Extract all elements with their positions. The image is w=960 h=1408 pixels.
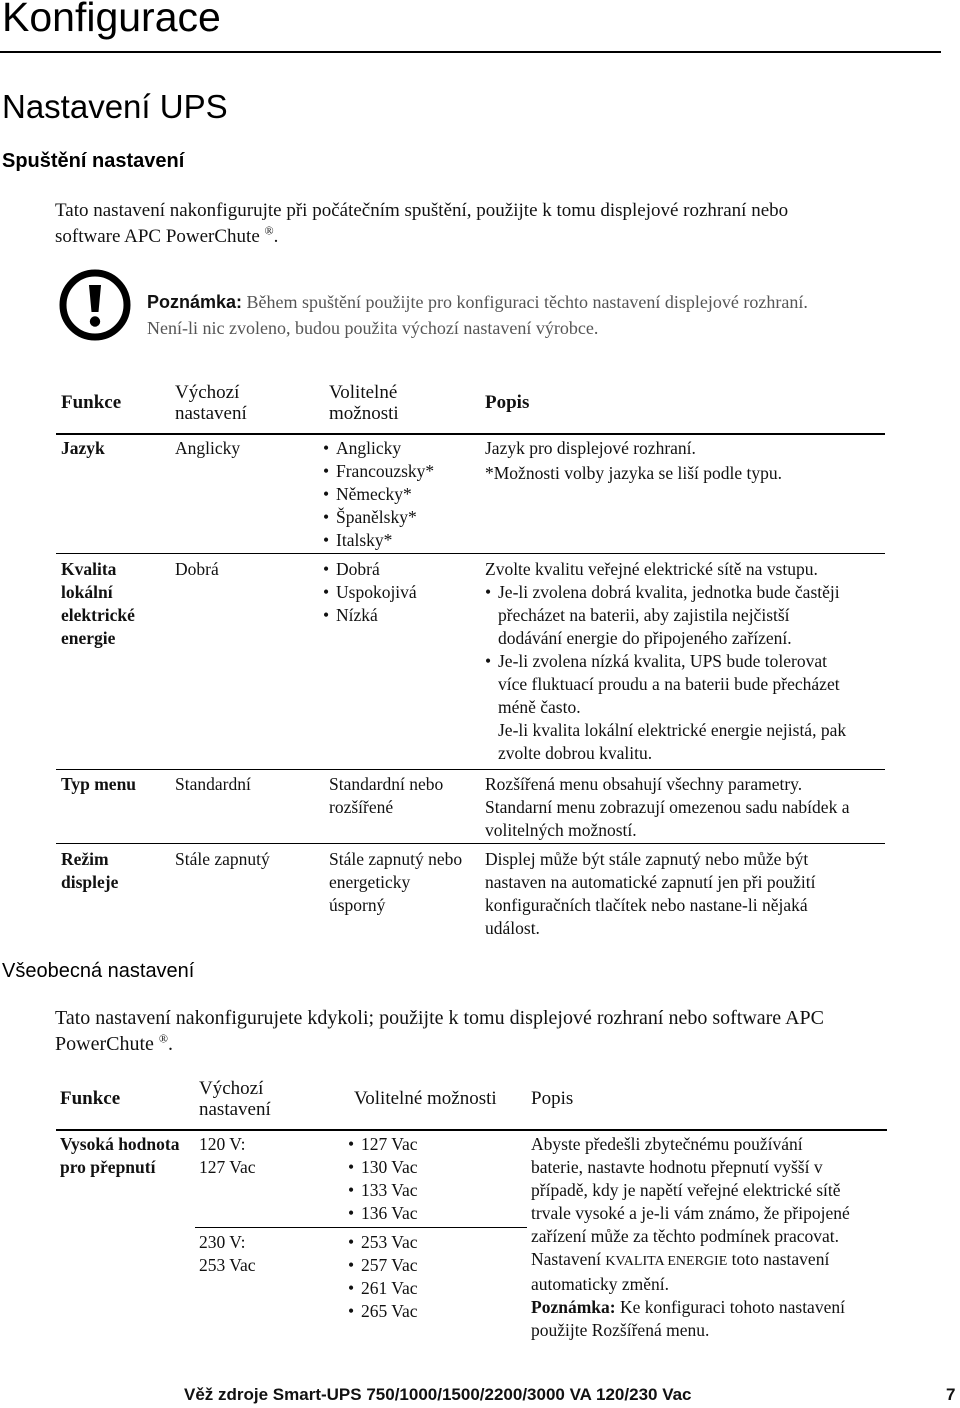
- table2-header-vychozi-line2: nastavení: [199, 1099, 271, 1120]
- chapter-title: Konfigurace: [2, 0, 221, 40]
- table1-row-display-popis: [485, 848, 895, 940]
- general-intro-line2: [55, 1031, 935, 1057]
- display-popis-line1: Displej může být stále zapnutý nebo může být: [485, 849, 809, 869]
- table2-popis-line1: Abyste předešli zbytečnému používání: [531, 1134, 803, 1154]
- table1-row-menu-funkce: Typ menu: [61, 774, 137, 794]
- table1-row-jazyk-popis: [485, 437, 885, 485]
- list-item: • Anglicky: [323, 437, 434, 460]
- startup-intro-line2-text: software APC PowerChute: [55, 226, 260, 247]
- table2-popis-line6a: Nastavení: [531, 1249, 606, 1269]
- table2-note-line2: použijte Rozšířená menu.: [531, 1320, 710, 1340]
- table2-header-vychozi: [199, 1078, 271, 1120]
- table1-row-kvalita-funkce: [61, 558, 135, 650]
- general-intro: [55, 1005, 935, 1057]
- table1-header-rule: [56, 433, 885, 435]
- table2-popis-line2: baterie, nastavte hodnotu přepnutí vyšší v: [531, 1157, 823, 1177]
- menu-popis-line3: volitelných možností.: [485, 820, 637, 840]
- registered-mark: ®: [158, 1031, 169, 1046]
- table1-row-display-default: Stále zapnutý: [175, 849, 270, 869]
- menu-options-line2: rozšířené: [329, 797, 394, 817]
- table1-row-display-funkce: [61, 848, 118, 894]
- table1-header-volitelne-line2: možnosti: [329, 403, 399, 424]
- section-title: Nastavení UPS: [2, 88, 228, 125]
- general-intro-end: .: [168, 1033, 174, 1055]
- kvalita-extra-line2: zvolte dobrou kvalitu.: [498, 743, 653, 763]
- startup-intro-line1: Tato nastavení nakonfigurujte při počátečním spuštění, použijte k tomu displejové rozhraní nebo: [55, 200, 789, 221]
- table1-header-vychozi: [175, 382, 247, 424]
- table1-row-divider: [56, 769, 885, 770]
- table2-note-line1: [531, 1296, 931, 1319]
- startup-intro-line2: [55, 224, 935, 250]
- kvalita-extra-line1: Je-li kvalita lokální elektrické energie nejistá, pak: [498, 720, 847, 740]
- table1-row-divider: [56, 843, 885, 844]
- table2-group2-options: [348, 1231, 418, 1323]
- kvalita-popis-line1: Zvolte kvalitu veřejné elektrické sítě na vstupu.: [485, 559, 818, 579]
- kvalita-funkce-line2: lokální: [61, 582, 113, 602]
- kvalita-bullet1-line2: přecházet na baterii, aby zajistila nejčistší: [498, 605, 790, 625]
- chapter-title-rule: [0, 51, 941, 53]
- kvalita-bullet2-line1: • Je-li zvolena nízká kvalita, UPS bude tolerovat: [498, 651, 828, 671]
- menu-options-line1: Standardní nebo: [329, 774, 444, 794]
- table2-note-text1: Ke konfiguraci tohoto nastavení: [615, 1297, 845, 1317]
- table1-header-volitelne-line1: Volitelné: [329, 382, 398, 403]
- general-intro-line2-text: PowerChute: [55, 1033, 154, 1055]
- table1-row-jazyk-funkce: Jazyk: [61, 438, 105, 458]
- list-item: • Nízká: [323, 604, 417, 627]
- kvalita-bullet2-line3: méně často.: [498, 697, 581, 717]
- list-item: • 130 Vac: [348, 1156, 418, 1179]
- table1-row-kvalita-options: [323, 558, 417, 627]
- list-item: • Španělsky*: [323, 506, 434, 529]
- group1-value: 127 Vac: [199, 1157, 256, 1177]
- list-item: • Italsky*: [323, 529, 434, 552]
- list-item: • Dobrá: [323, 558, 417, 581]
- display-popis-line3: konfiguračních tlačítek nebo nastane-li nějaká: [485, 895, 808, 915]
- kvalita-funkce-line4: energie: [61, 628, 116, 648]
- page-number: 7: [946, 1385, 956, 1404]
- table2-funkce-line1: Vysoká hodnota: [60, 1134, 180, 1154]
- table1-row-menu-default: Standardní: [175, 774, 251, 794]
- list-item: • 261 Vac: [348, 1277, 418, 1300]
- display-funkce-line1: Režim: [61, 849, 109, 869]
- table1-row-kvalita-default: Dobrá: [175, 559, 219, 579]
- startup-note: [147, 289, 808, 341]
- display-popis-line2: nastaven na automatické zapnutí jen při použití: [485, 872, 816, 892]
- warning-exclamation-icon: [58, 268, 132, 342]
- display-popis-line4: událost.: [485, 918, 540, 938]
- list-item: • Německy*: [323, 483, 434, 506]
- table2-row-funkce: [60, 1133, 179, 1179]
- table2-note-label: Poznámka:: [531, 1297, 616, 1317]
- kvalita-energie-term: KVALITA ENERGIE: [605, 1254, 728, 1269]
- display-options-line1: Stále zapnutý nebo: [329, 849, 463, 869]
- table2-header-volitelne: Volitelné možnosti: [354, 1088, 497, 1109]
- note-text: Během spuštění použijte pro konfiguraci těchto nastavení displejové rozhraní.: [242, 292, 808, 312]
- table2-popis-line3: případě, kdy je napětí veřejné elektrické sítě: [531, 1180, 841, 1200]
- table2-header-vychozi-line1: Výchozí: [199, 1078, 264, 1099]
- table1-row-menu-popis: [485, 773, 895, 842]
- list-item: [485, 581, 895, 650]
- table2-group1-default: [199, 1133, 256, 1179]
- general-heading: Všeobecná nastavení: [2, 960, 195, 982]
- list-item: • 136 Vac: [348, 1202, 418, 1225]
- table2-popis-line6c: toto nastavení: [727, 1249, 830, 1269]
- kvalita-bullet1-line3: dodávání energie do připojeného zařízení.: [498, 628, 792, 648]
- list-item: • 133 Vac: [348, 1179, 418, 1202]
- table1-header-vychozi-line2: nastavení: [175, 403, 247, 424]
- table1-header-popis: Popis: [485, 392, 530, 413]
- list-item: • 253 Vac: [348, 1231, 418, 1254]
- group2-label: 230 V:: [199, 1232, 246, 1252]
- display-options-line2: energeticky: [329, 872, 411, 892]
- table1-row-divider: [56, 553, 885, 554]
- list-item: • 127 Vac: [348, 1133, 418, 1156]
- table1-row-menu-options: [329, 773, 443, 819]
- list-item: • Francouzsky*: [323, 460, 434, 483]
- table1-row-jazyk-options: [323, 437, 434, 552]
- table2-header-rule: [56, 1129, 887, 1131]
- menu-popis-line1: Rozšířená menu obsahují všechny parametry.: [485, 774, 803, 794]
- table1-header-vychozi-line1: Výchozí: [175, 382, 240, 403]
- startup-heading: Spuštění nastavení: [2, 150, 185, 172]
- table2-header-popis: Popis: [531, 1088, 574, 1109]
- list-item: • 265 Vac: [348, 1300, 418, 1323]
- kvalita-popis-bullets: [485, 581, 895, 719]
- table2-popis-line7: automaticky změní.: [531, 1274, 670, 1294]
- jazyk-popis-line2: *Možnosti volby jazyka se liší podle typu.: [485, 463, 782, 483]
- display-funkce-line2: displeje: [61, 872, 119, 892]
- table1-row-jazyk-default: Anglicky: [175, 438, 241, 458]
- table2-group-divider: [195, 1227, 527, 1228]
- general-intro-line1: Tato nastavení nakonfigurujete kdykoli; použijte k tomu displejové rozhraní nebo software APC: [55, 1007, 824, 1029]
- kvalita-funkce-line3: elektrické: [61, 605, 135, 625]
- table1-header-volitelne: [329, 382, 399, 424]
- kvalita-funkce-line1: Kvalita: [61, 559, 117, 579]
- table2-popis-line4: trvale vysoké a je-li vám známo, že připojené: [531, 1203, 850, 1223]
- table2-group1-options: [348, 1133, 418, 1225]
- list-item: • 257 Vac: [348, 1254, 418, 1277]
- table2-popis-line6: [531, 1248, 931, 1273]
- kvalita-bullet2-line2: více fluktuací proudu a na baterii bude přecházet: [498, 674, 840, 694]
- display-options-line3: úsporný: [329, 895, 386, 915]
- group1-label: 120 V:: [199, 1134, 246, 1154]
- group2-value: 253 Vac: [199, 1255, 256, 1275]
- registered-mark: ®: [264, 223, 274, 238]
- kvalita-bullet1-line1: • Je-li zvolena dobrá kvalita, jednotka bude častěji: [498, 582, 840, 602]
- jazyk-popis-line1: Jazyk pro displejové rozhraní.: [485, 438, 696, 458]
- table2-group2-default: [199, 1231, 256, 1277]
- startup-intro-end: .: [273, 226, 279, 247]
- note-label: Poznámka:: [147, 292, 243, 312]
- list-item: • Uspokojivá: [323, 581, 417, 604]
- table1-row-kvalita-popis: [485, 558, 895, 765]
- list-item: [485, 650, 895, 719]
- table2-row-popis: [531, 1133, 931, 1342]
- table1-header-funkce: Funkce: [61, 392, 122, 413]
- menu-popis-line2: Standarní menu zobrazují omezenou sadu nabídek a: [485, 797, 850, 817]
- table2-popis-line5: zařízení může za těchto podmínek pracovat.: [531, 1226, 840, 1246]
- startup-note-line1: [147, 289, 808, 315]
- table1-row-display-options: [329, 848, 462, 917]
- footer-title: Věž zdroje Smart-UPS 750/1000/1500/2200/3000 VA 120/230 Vac: [184, 1385, 692, 1404]
- startup-intro: [55, 198, 935, 250]
- startup-note-line2: Není-li nic zvoleno, budou použita výchozí nastavení výrobce.: [147, 318, 599, 338]
- table2-header-funkce: Funkce: [60, 1088, 121, 1109]
- table2-funkce-line2: pro přepnutí: [60, 1157, 156, 1177]
